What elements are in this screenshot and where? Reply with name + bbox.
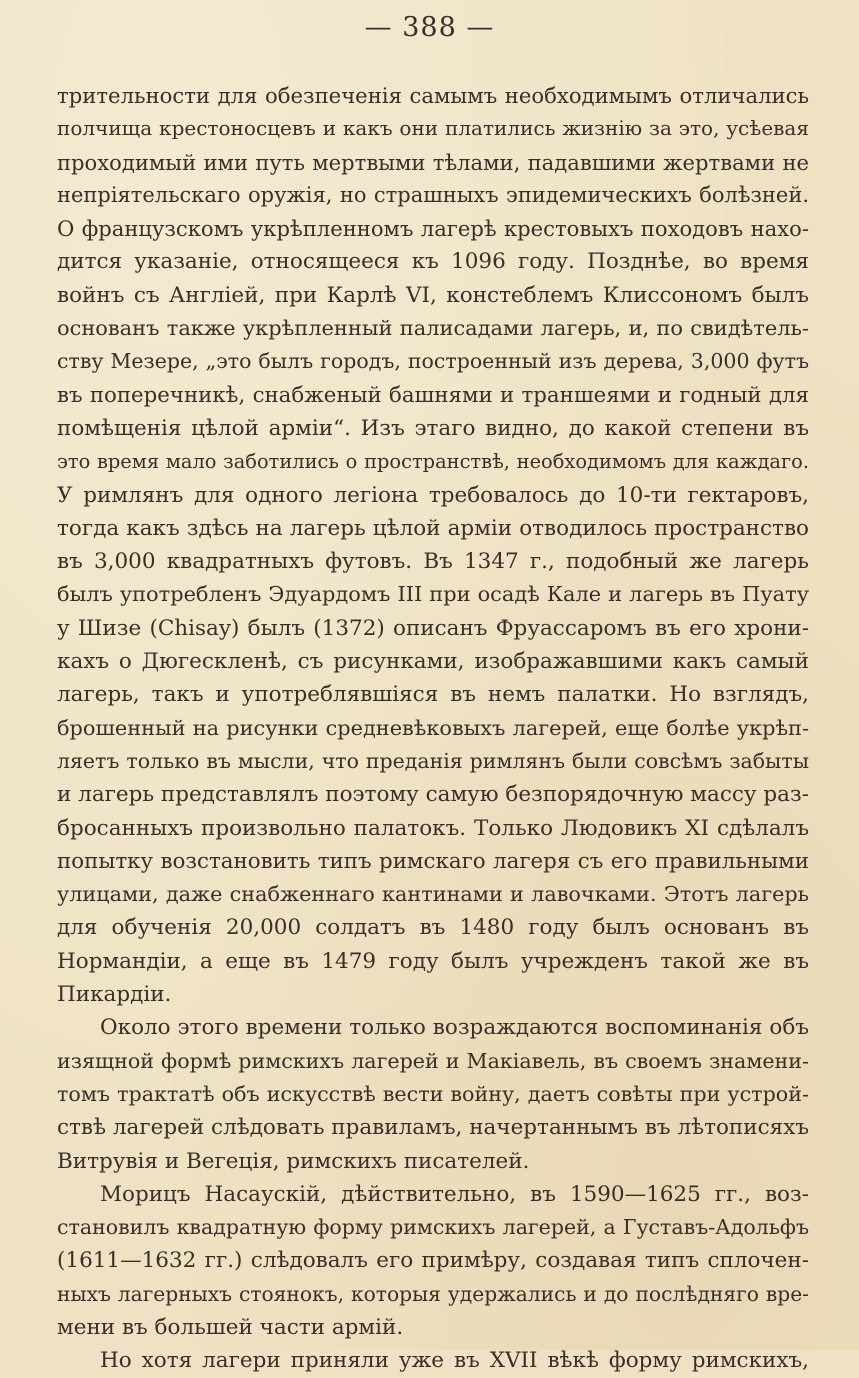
text-line: въ поперечникѣ, снабженый башнями и траншеями и годный для [57,382,809,408]
text-line: для обученія 20,000 солдатъ въ 1480 году былъ основанъ въ [57,915,809,941]
text-line: У римлянъ для одного легіона требовалось до 10-ти гектаровъ, [57,482,809,508]
text-line: Около этого времени только возраждаются воспоминанія объ [100,1015,809,1041]
text-line: дится указаніе, относящееся къ 1096 году. Позднѣе, во время [57,249,809,275]
body-text [57,79,809,1378]
text-line: основанъ также укрѣпленный палисадами лагерь, и, по свидѣтель- [57,316,809,341]
text-line: Пикардіи. [57,982,172,1008]
text-line: ныхъ лагерныхъ стоянокъ, которыя удержались и до послѣдняго вре- [57,1281,809,1306]
text-line: ству Мезере, „это былъ городъ, построенный изъ дерева, 3,000 футъ [57,349,809,374]
text-line: томъ трактатѣ объ искусствѣ вести войну, даетъ совѣты при устрой- [57,1081,809,1106]
text-line: трительности для обезпеченія самымъ необходимымъ отличались [57,83,809,108]
text-line: Витрувія и Вегеція, римскихъ писателей. [57,1148,530,1174]
text-line: это время мало заботились о пространствѣ, необходимомъ для каждаго. [57,450,809,474]
text-line: былъ употребленъ Эдуардомъ III при осадѣ Кале и лагерь въ Пуату [57,582,809,607]
text-line: Но хотя лагери приняли уже въ XVII вѣкѣ форму римскихъ, [100,1348,809,1374]
text-line: кахъ о Дюгескленѣ, съ рисунками, изображавшими какъ самый [57,649,809,675]
text-line: тогда какъ здѣсь на лагерь цѣлой арміи отводилось пространство [57,515,809,541]
text-line: проходимый ими путь мертвыми тѣлами, падавшими жертвами не [57,149,809,175]
text-line: мени въ большей части армій. [57,1314,404,1340]
text-line: войнъ съ Англіей, при Карлѣ VI, констеблемъ Клиссономъ былъ [57,282,809,308]
text-line: улицами, даже снабженнаго кантинами и лавочками. Этотъ лагерь [57,882,809,907]
text-line: лагерь, такъ и употреблявшіяся въ немъ палатки. Но взглядъ, [57,682,809,708]
text-line: въ 3,000 квадратныхъ футовъ. Въ 1347 г., подобный же лагерь [57,549,809,575]
text-line: О французскомъ укрѣпленномъ лагерѣ крестовыхъ походовъ нахо- [57,216,809,242]
text-line: попытку возстановить типъ римскаго лагеря съ его правильными [57,848,809,874]
text-line: у Шизе (Chisay) былъ (1372) описанъ Фруассаромъ въ его хрони- [57,615,809,641]
text-line: непріятельскаго оружія, но страшныхъ эпидемическихъ болѣзней. [57,182,809,207]
text-line: помѣщенія цѣлой арміи“. Изъ этаго видно, до какой степени въ [57,415,809,441]
text-line: изящной формѣ римскихъ лагерей и Макіавель, въ своемъ знамени- [57,1048,809,1073]
text-line: ствѣ лагерей слѣдовать правиламъ, начертаннымъ въ лѣтописяхъ [57,1115,809,1141]
text-line: полчища крестоносцевъ и какъ они платились жизнію за это, усѣевая [57,116,809,141]
text-line: брошенный на рисунки средневѣковыхъ лагерей, еще болѣе укрѣп- [57,715,809,740]
text-line: Морицъ Насаускій, дѣйствительно, въ 1590—1625 гг., воз- [100,1181,809,1207]
text-line: бросанныхъ произвольно палатокъ. Только Людовикъ XI сдѣлалъ [57,815,809,841]
text-line: и лагерь представлялъ поэтому самую безпорядочную массу раз- [57,782,809,808]
text-line: становилъ квадратную форму римскихъ лагерей, а Густавъ-Адольфъ [57,1215,809,1240]
page-number: — 388 — [364,12,495,43]
text-line: Нормандіи, а еще въ 1479 году былъ учрежденъ такой же въ [57,948,809,974]
text-line: ляетъ только въ мысли, что преданія римлянъ были совсѣмъ забыты [57,748,809,773]
text-line: (1611—1632 гг.) слѣдовалъ его примѣру, создавая типъ сплочен- [57,1248,809,1274]
